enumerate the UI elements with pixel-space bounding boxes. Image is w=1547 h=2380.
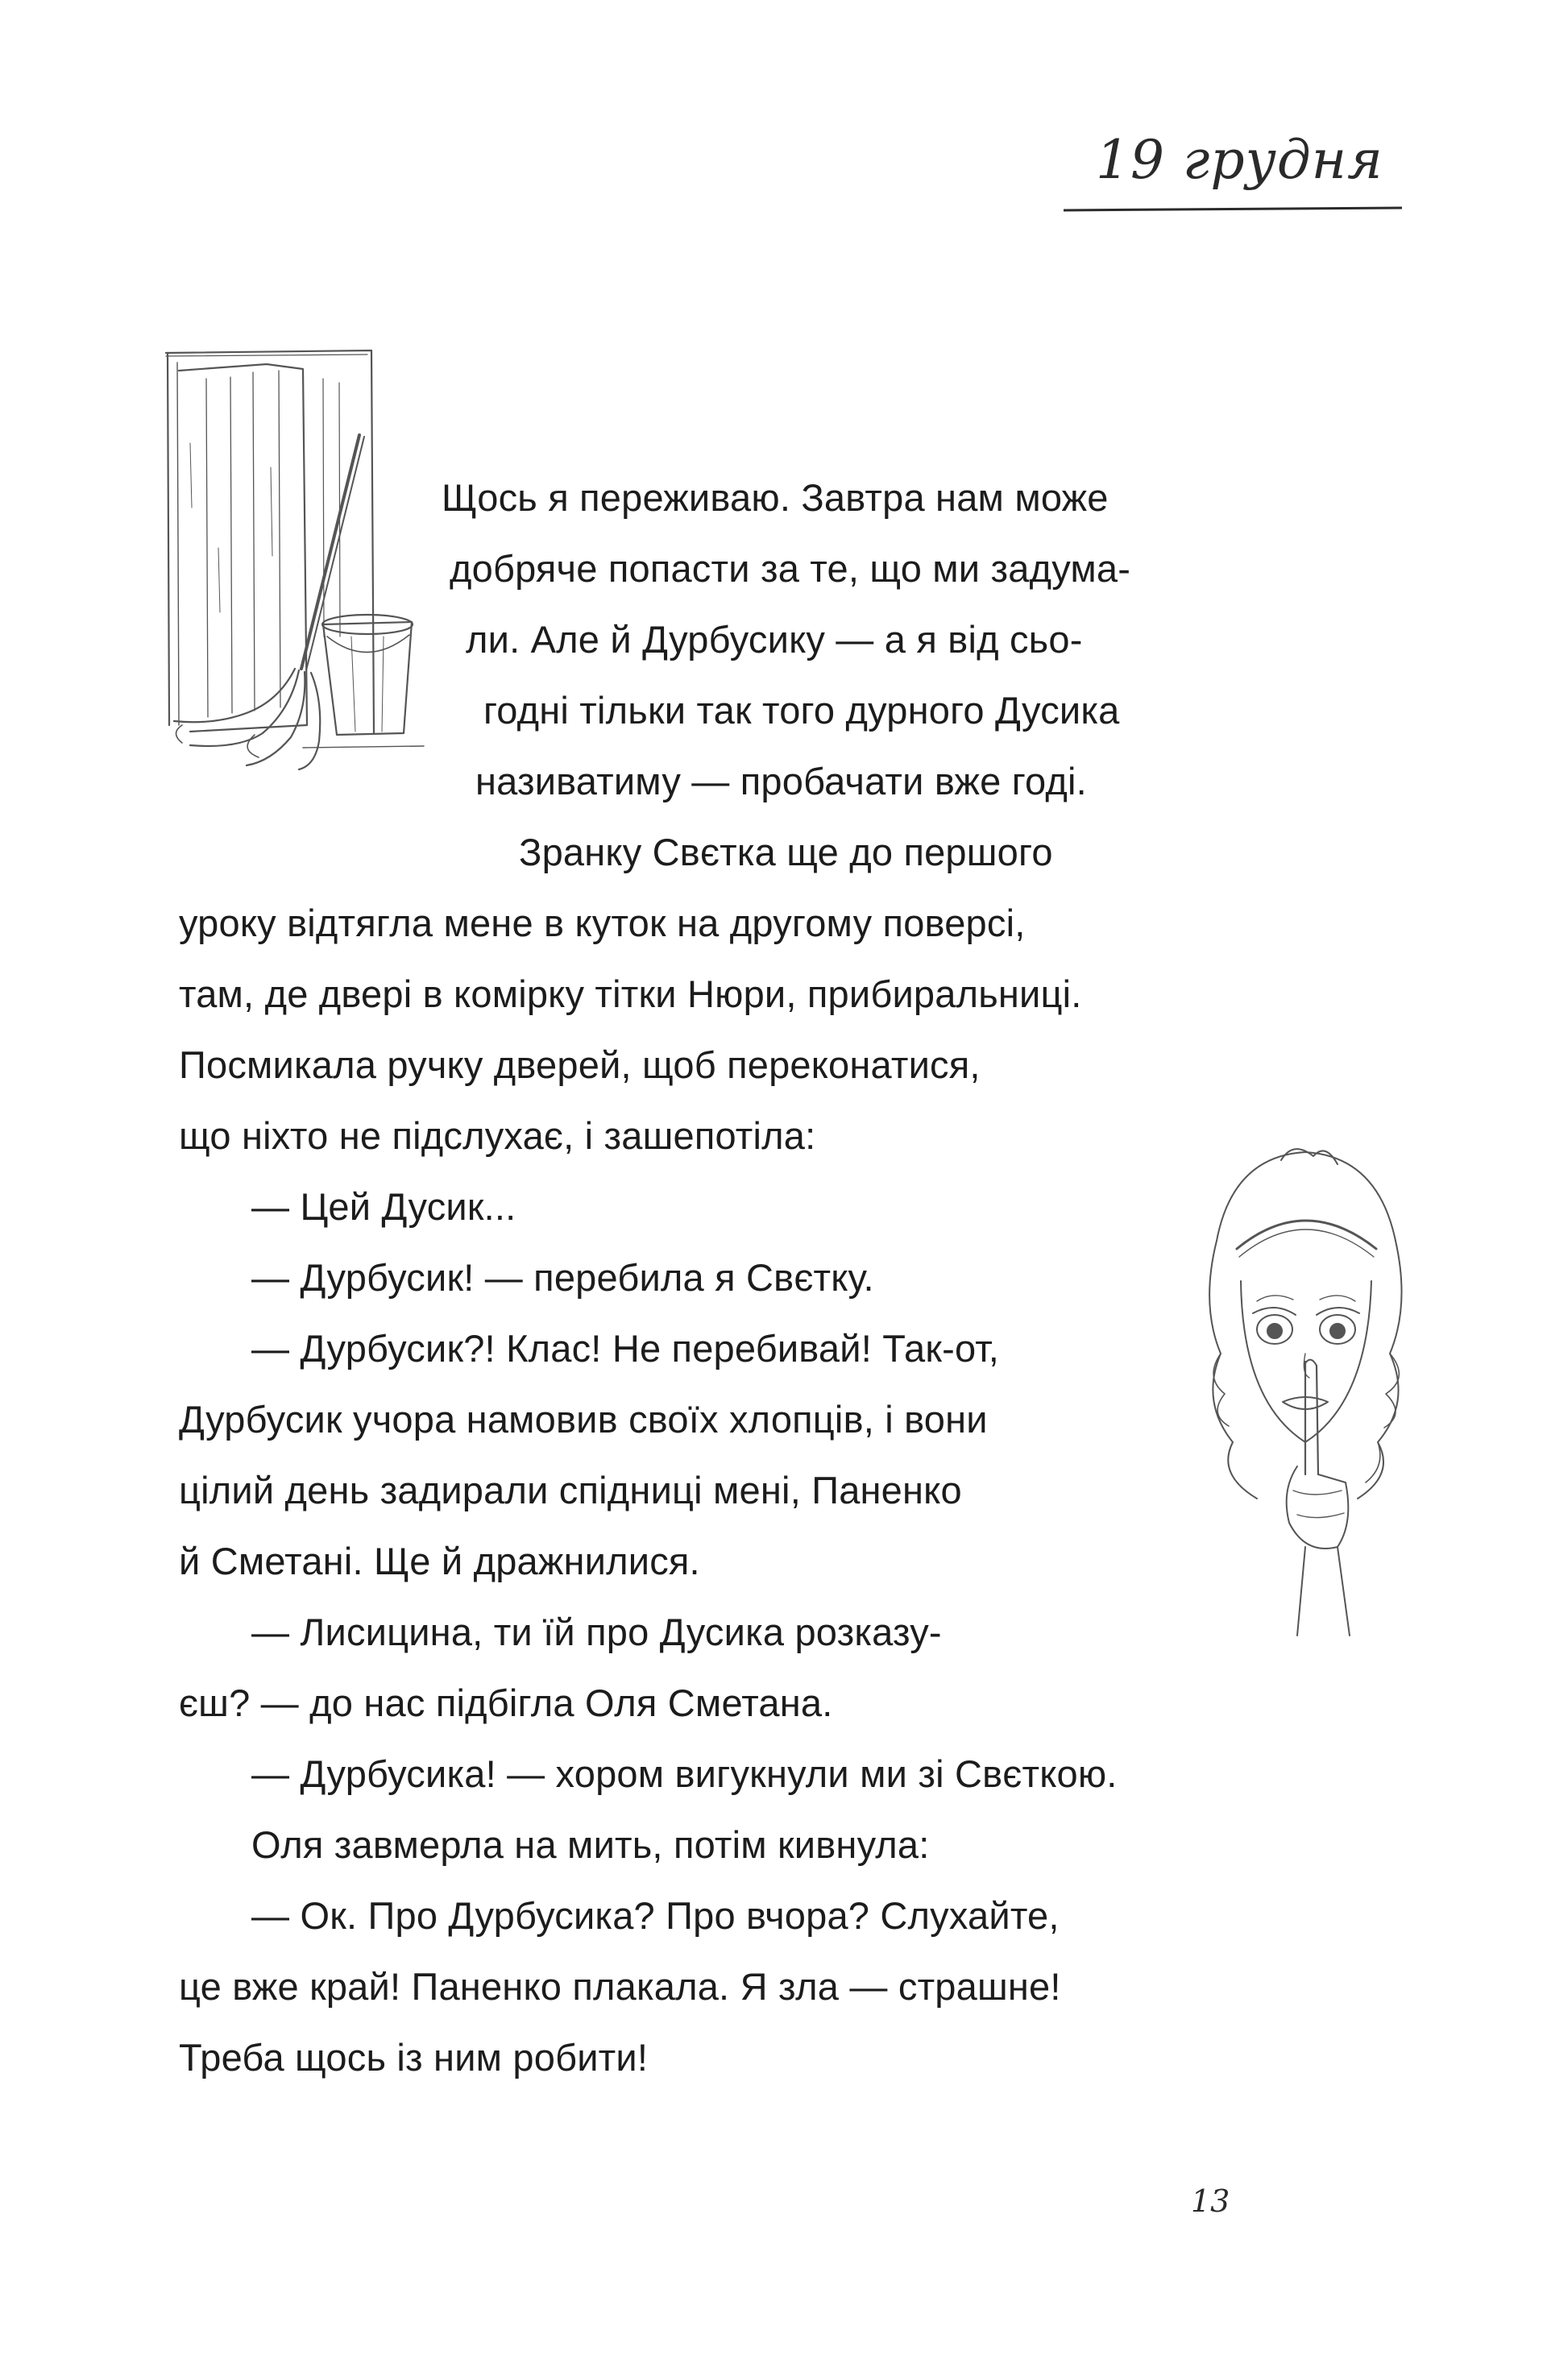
date-text: 19 грудня [1096, 129, 1383, 191]
text-line: цілий день задирали спідниці мені, Паненко [179, 1469, 962, 1511]
text-line: — Лисицина, ти їй про Дусика розказу- [251, 1611, 942, 1653]
text-line: Щось я переживаю. Завтра нам може [442, 476, 1109, 519]
mop-and-bucket-icon [158, 346, 432, 790]
page-number: 13 [1191, 2183, 1230, 2219]
text-line: називатиму — пробачати вже годі. [475, 760, 1087, 802]
text-line: Дурбусик учора намовив своїх хлопців, і вони [179, 1398, 988, 1441]
text-line: — Дурбусика! — хором вигукнули ми зі Свєткою. [251, 1752, 1118, 1795]
text-line: — Ок. Про Дурбусика? Про вчора? Слухайте, [251, 1894, 1060, 1937]
date-heading [1064, 121, 1402, 234]
girl-shush-icon [1184, 1136, 1426, 1668]
text-line: — Цей Дусик... [251, 1185, 516, 1228]
text-line: годні тільки так того дурного Дусика [483, 689, 1120, 732]
text-line: Оля завмерла на мить, потім кивнула: [251, 1823, 930, 1866]
text-line: там, де двері в комірку тітки Нюри, прибиральниці. [179, 972, 1082, 1015]
text-line: що ніхто не підслухає, і зашепотіла: [179, 1114, 816, 1157]
text-line: уроку відтягла мене в куток на другому поверсі, [179, 902, 1026, 944]
text-line: Треба щось із ним робити! [179, 2036, 649, 2079]
text-line: — Дурбусик?! Клас! Не перебивай! Так-от, [251, 1327, 1000, 1370]
text-line: єш? — до нас підбігла Оля Сметана. [179, 1681, 833, 1724]
text-line: це вже край! Паненко плакала. Я зла — страшне! [179, 1965, 1061, 2008]
text-line: Посмикала ручку дверей, щоб переконатися, [179, 1043, 981, 1086]
text-line: ли. Але й Дурбусику — а я від сьо- [466, 618, 1083, 661]
text-line: — Дурбусик! — перебила я Свєтку. [251, 1256, 874, 1299]
text-line: Зранку Свєтка ще до першого [519, 831, 1053, 873]
date-underline [1064, 207, 1402, 212]
text-line: добряче попасти за те, що ми задума- [450, 547, 1131, 590]
text-line: й Сметані. Ще й дражнилися. [179, 1540, 700, 1582]
